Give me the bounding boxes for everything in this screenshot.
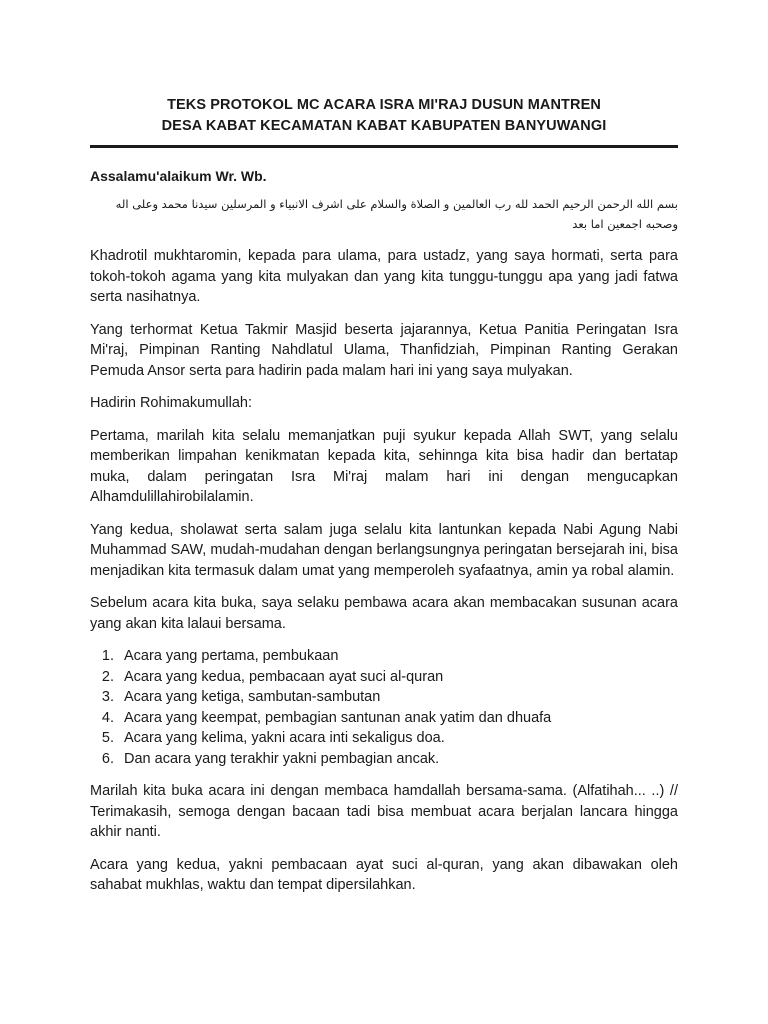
agenda-item: 3. Acara yang ketiga, sambutan-sambutan — [118, 687, 678, 708]
paragraph-salutation: Khadrotil mukhtaromin, kepada para ulama, para ustadz, yang saya hormati, serta para tokoh-tokoh agama yang kita mulyakan dan yang kita tunggu-tunggu apa yang jadi fatwa serta nasihatnya. — [90, 248, 678, 305]
title-line-1: TEKS PROTOKOL MC ACARA ISRA MI'RAJ DUSUN MANTREN — [167, 97, 601, 113]
title-divider — [90, 145, 678, 148]
paragraph-agenda-intro: Sebelum acara kita buka, saya selaku pembawa acara akan membacakan susunan acara yang akan kita lalaui bersama. — [90, 595, 678, 632]
title-line-2: DESA KABAT KECAMATAN KABAT KABUPATEN BANYUWANGI — [161, 118, 607, 134]
agenda-item: 5. Acara yang kelima, yakni acara inti sekaligus doa. — [118, 728, 678, 749]
agenda-item: 4. Acara yang keempat, pembagian santunan anak yatim dan dhuafa — [118, 708, 678, 729]
paragraph-gratitude: Pertama, marilah kita selalu memanjatkan puji syukur kepada Allah SWT, yang selalu memberikan limpahan kenikmatan kepada kita, sehinnga kita bisa hadir dan bertatap muka, dalam peringatan Isra Mi'raj malam hari ini dengan mengucapkan Alhamdulillahirobilalamin. — [90, 427, 678, 505]
paragraph-sholawat: Yang kedua, sholawat serta salam juga selalu kita lantunkan kepada Nabi Agung Nabi Muhammad SAW, mudah-mudahan dengan berlangsungnya peringatan bersejarah ini, bisa menjadikan kita termasuk dalam umat yang memperoleh syafaatnya, amin ya robal alamin. — [90, 521, 678, 579]
document-body — [90, 168, 678, 908]
agenda-item: 6. Dan acara yang terakhir yakni pembagian ancak. — [118, 749, 678, 770]
paragraph-quran-recital: Acara yang kedua, yakni pembacaan ayat suci al-quran, yang akan dibawakan oleh sahabat mukhlas, waktu dan tempat dipersilahkan. — [90, 856, 678, 893]
agenda-item: 2. Acara yang kedua, pembacaan ayat suci al-quran — [118, 667, 678, 688]
arabic-opening: بسم الله الرحمن الرحيم الحمد لله رب العالمين و الصلاة والسلام على اشرف الانبياء و المرسلين سيدنا محمد وعلى اله وصحبه اجمعين اما بعد — [115, 197, 678, 231]
paragraph-honored-guests: Yang terhormat Ketua Takmir Masjid beserta jajarannya, Ketua Panitia Peringatan Isra Mi'raj, Pimpinan Ranting Nahdlatul Ulama, Thanfidziah, Pimpinan Ranting Gerakan Pemuda Ansor serta para hadirin pada malam hari ini yang saya mulyakan. — [90, 321, 678, 379]
agenda-list — [90, 646, 678, 769]
greeting: Assalamu'alaikum Wr. Wb. — [90, 168, 267, 184]
paragraph-opening-prayer: Marilah kita buka acara ini dengan membaca hamdallah bersama-sama. (Alfatihah... ..) // Terimakasih, semoga dengan bacaan tadi bisa membuat acara berjalan lancara hingga akhir nanti. — [90, 783, 678, 840]
document-title — [90, 95, 678, 137]
paragraph-address: Hadirin Rohimakumullah: — [90, 395, 252, 411]
agenda-item: 1. Acara yang pertama, pembukaan — [118, 646, 678, 667]
